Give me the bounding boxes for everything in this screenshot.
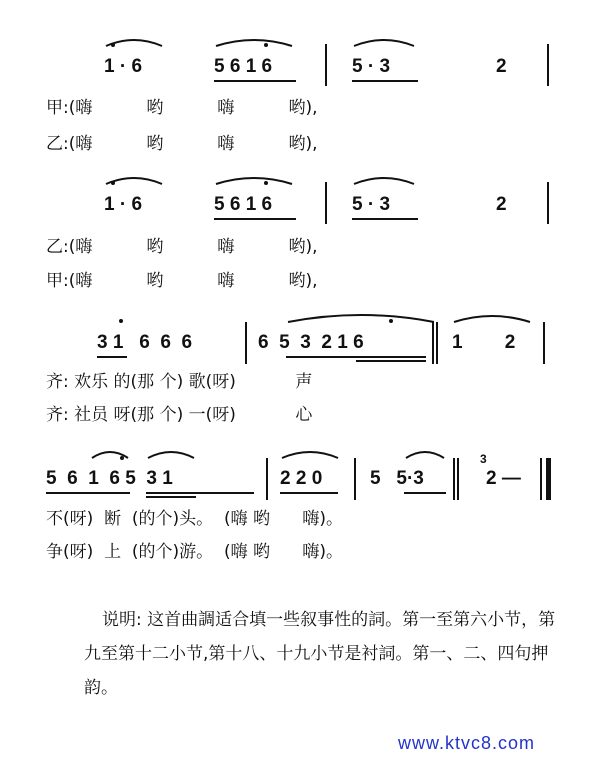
barline (457, 458, 459, 500)
notes-measure-1: 3 1 6 6 6 (97, 332, 193, 353)
beam (352, 218, 418, 220)
notes-measure-1: 5 6 1 6 5 3 1 (46, 468, 173, 489)
high-octave-dot (264, 181, 268, 185)
barline (436, 322, 438, 364)
lyric-line-2: 齐: 社员 呀(那 个) 一(呀) 心 (46, 405, 313, 425)
notes-measure-4: 2 — (486, 468, 521, 489)
tuplet-marker: 3 (480, 452, 487, 466)
barline (547, 44, 549, 86)
final-barline-thick (546, 458, 551, 500)
slur (452, 312, 532, 324)
slur (104, 174, 164, 186)
notes-measure-2a: 5 · 3 (352, 56, 391, 77)
high-octave-dot (389, 319, 393, 323)
slur (214, 174, 294, 186)
notes-measure-3: 1 2 (452, 332, 516, 353)
beam (46, 492, 130, 494)
final-barline-thin (540, 458, 542, 500)
barline (543, 322, 545, 364)
lyric-line-2: 乙:(嗨 哟 嗨 哟), (46, 134, 318, 154)
slur (286, 312, 436, 324)
barline (266, 458, 268, 500)
beam (146, 496, 196, 498)
slur (280, 448, 340, 460)
slur (214, 36, 294, 48)
notes-measure-1b: 5 6 1 6 (214, 56, 273, 77)
notes-measure-2: 6 5 3 2 1 6 (258, 332, 364, 353)
high-octave-dot (120, 456, 124, 460)
explanation-text: 说明: 这首曲調适合填一些叙事性的詞。第一至第六小节，第九至第十二小节,第十八、十九小节是衬詞。第一、二、四句押韵。 (84, 610, 556, 698)
notes-measure-1a: 1 · 6 (104, 56, 143, 77)
slur (90, 448, 130, 460)
notes-measure-2b: 2 (496, 194, 507, 215)
watermark: www.ktvc8.com (398, 733, 536, 753)
notes-measure-2a: 5 · 3 (352, 194, 391, 215)
lyric-line-1: 乙:(嗨 哟 嗨 哟), (46, 237, 318, 257)
beam (146, 492, 254, 494)
lyric-line-2: 甲:(嗨 哟 嗨 哟), (46, 271, 318, 291)
beam (356, 360, 426, 362)
slur (104, 36, 164, 48)
high-octave-dot (119, 319, 123, 323)
barline (325, 182, 327, 224)
slur (352, 174, 416, 186)
beam (404, 492, 446, 494)
barline (325, 44, 327, 86)
barline (245, 322, 247, 364)
high-octave-dot (264, 43, 268, 47)
notes-measure-2: 2 2 0 (280, 468, 323, 489)
slur (352, 36, 416, 48)
notes-measure-2b: 2 (496, 56, 507, 77)
beam (214, 218, 296, 220)
lyric-line-1: 不(呀) 断 (的个)头。 (嗨 哟 嗨)。 (46, 509, 344, 529)
barline (453, 458, 455, 500)
beam (280, 492, 338, 494)
slur (404, 448, 446, 460)
lyric-line-2: 争(呀) 上 (的个)游。 (嗨 哟 嗨)。 (46, 542, 344, 562)
barline (354, 458, 356, 500)
lyric-line-1: 甲:(嗨 哟 嗨 哟), (46, 98, 318, 118)
beam (352, 80, 418, 82)
notes-measure-1b: 5 6 1 6 (214, 194, 273, 215)
barline (432, 322, 434, 364)
beam (97, 356, 127, 358)
beam (214, 80, 296, 82)
beam (286, 356, 426, 358)
notes-measure-1a: 1 · 6 (104, 194, 143, 215)
notes-measure-3: 5 5·3 (370, 468, 424, 489)
slur (146, 448, 196, 460)
lyric-line-1: 齐: 欢乐 的(那 个) 歌(呀) 声 (46, 372, 313, 392)
barline (547, 182, 549, 224)
